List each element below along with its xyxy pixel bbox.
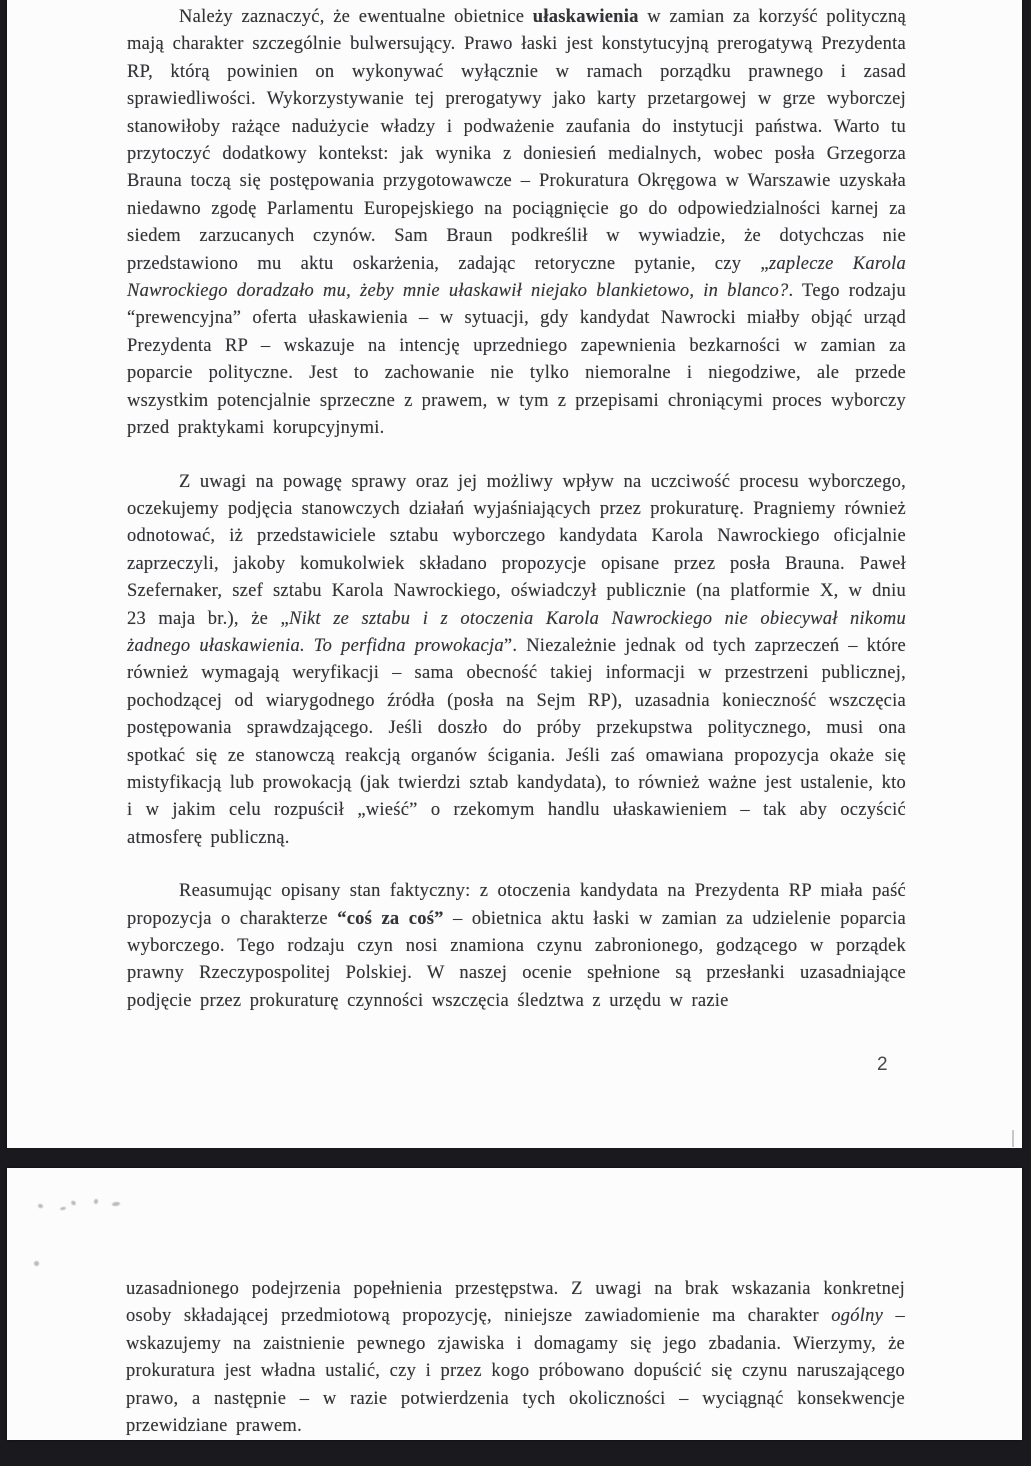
document-page-1 bbox=[7, 0, 1022, 1148]
text-segment: Reasumując opisany stan faktyczny: z otoczenia kandydata na Prezydenta RP miała paść propozycja o charakterze bbox=[127, 881, 906, 929]
scan-smudge bbox=[70, 1200, 76, 1206]
text-segment: ”. Niezależnie jednak od tych zaprzeczeń – które również wymagają weryfikacji – sama obecność takiej informacji w przestrzeni publicznej, pochodzącej od wiarygodnego źródła (posła na Sejm RP), uzasadnia konieczność wszczęcia postępowania sprawdzającego. Jeśli doszło do próby przekupstwa politycznego, musi ona spotkać się ze stanowczą reakcją organów ścigania. Jeśli zaś omawiana propozycja okaże się mistyfikacją lub prowokacją (jak twierdzi sztab kandydata), to również ważne jest ustalenie, kto i w jakim celu rozpuścił „wieść” o rzekomym handlu ułaskawieniem – tak aby oczyścić atmosferę publiczną. bbox=[127, 635, 906, 848]
text-segment: Należy zaznaczyć, że ewentualne obietnice bbox=[179, 7, 533, 27]
text-segment: Z uwagi na powagę sprawy oraz jej możliwy wpływ na uczciwość procesu wyborczego, oczekujemy podjęcia stanowczych działań wyjaśniających przez prokuraturę. Pragniemy również odnotować, iż przedstawiciele sztabu wyborczego kandydata Karola Nawrockiego oficjalnie zaprzeczyli, jakoby komukolwiek składano propozycje opisane przez posła Brauna. Paweł Szefernaker, szef sztabu Karola Nawrockiego, oświadczył publicznie (na platformie X, w dniu 23 maja br.), że „ bbox=[127, 471, 906, 629]
text-segment: zaplecze Karola Nawrockiego doradzało mu, żeby mnie ułaskawił niejako blankietowo, in blanco? bbox=[127, 253, 907, 302]
document-page-2 bbox=[7, 1168, 1022, 1440]
page-separator-gap bbox=[0, 1148, 1031, 1168]
scan-smudge bbox=[112, 1201, 120, 1206]
page2-text-block bbox=[126, 1276, 905, 1466]
text-segment: . Tego rodzaju “prewencyjna” oferta ułaskawienia – w sytuacji, gdy kandydat Nawrocki miałby objąć urząd Prezydenta RP – wskazuje na intencję uprzedniego zapewnienia bezkarności w zamian za poparcie polityczne. Jest to zachowanie nie tylko niemoralne i niegodziwe, ale przede wszystkim potencjalnie sprzeczne z prawem, w tym z przepisami chroniącymi proces wyborczy przed praktykami korupcyjnymi. bbox=[127, 281, 907, 439]
text-segment: – wskazujemy na zaistnienie pewnego zjawiska i domagamy się jego zbadania. Wierzymy, że prokuratura jest władna ustalić, czy i przez kogo próbowano dopuścić się czynu naruszającego prawo, a następnie – w razie potwierdzenia tych okoliczności – wyciągnąć konsekwencje przewidziane prawem. bbox=[126, 1306, 905, 1437]
text-segment: Nikt ze sztabu i z otoczenia Karola Nawrockiego nie obiecywał nikomu żadnego ułaskawienia. To perfidna prowokacja bbox=[127, 608, 907, 656]
text-segment: w zamian za korzyść polityczną mają charakter szczególnie bulwersujący. Prawo łaski jest konstytucyjną prerogatywą Prezydenta RP, którą powinien on wykonywać wyłącznie w ramach porządku prawnego i zasad sprawiedliwości. Wykorzystywanie tej prerogatywy jako karty przetargowej w grze wyborczej stanowiłoby rażące nadużycie władzy i podważenie zaufania do instytucji państwa. Warto tu przytoczyć dodatkowy kontekst: jak wynika z doniesień medialnych, wobec posła Grzegorza Brauna toczą się postępowania przygotowawcze – Prokuratura Okręgowa w Warszawie uzyskała niedawno zgodę Parlamentu Europejskiego na pociągnięcie go do odpowiedzialności karnej za siedem zarzucanych czynów. Sam Braun podkreślił w wywiadzie, że dotychczas nie przedstawiono mu aktu oskarżenia, zadając retoryczne pytanie, czy „ bbox=[127, 7, 906, 274]
scan-artifact-line bbox=[1012, 1130, 1014, 1147]
paragraph bbox=[127, 878, 906, 1015]
page-number: 2 bbox=[877, 1054, 888, 1075]
page1-text-block bbox=[127, 4, 906, 1041]
text-segment: “coś za coś” bbox=[337, 908, 444, 929]
text-segment: ogólny bbox=[831, 1306, 884, 1327]
text-segment: ułaskawienia bbox=[532, 7, 639, 27]
scan-smudge bbox=[33, 1260, 40, 1267]
text-segment: uzasadnionego podejrzenia popełnienia przestępstwa. Z uwagi na brak wskazania konkretnej osoby składającej przedmiotową propozycję, niniejsze zawiadomienie ma charakter bbox=[126, 1279, 905, 1327]
scan-smudge bbox=[94, 1199, 99, 1205]
paragraph bbox=[127, 469, 906, 853]
scan-smudge bbox=[38, 1203, 44, 1208]
paragraph bbox=[127, 4, 906, 443]
text-segment: – obietnica aktu łaski w zamian za udzielenie poparcia wyborczego. Tego rodzaju czyn nosi znamiona czynu zabronionego, godzącego w porządek prawny Rzeczypospolitej Polskiej. W naszej ocenie spełnione są przesłanki uzasadniające podjęcie przez prokuraturę czynności wszczęcia śledztwa z urzędu w razie bbox=[127, 908, 906, 1011]
paragraph bbox=[126, 1276, 905, 1440]
scan-smudge bbox=[60, 1206, 66, 1210]
